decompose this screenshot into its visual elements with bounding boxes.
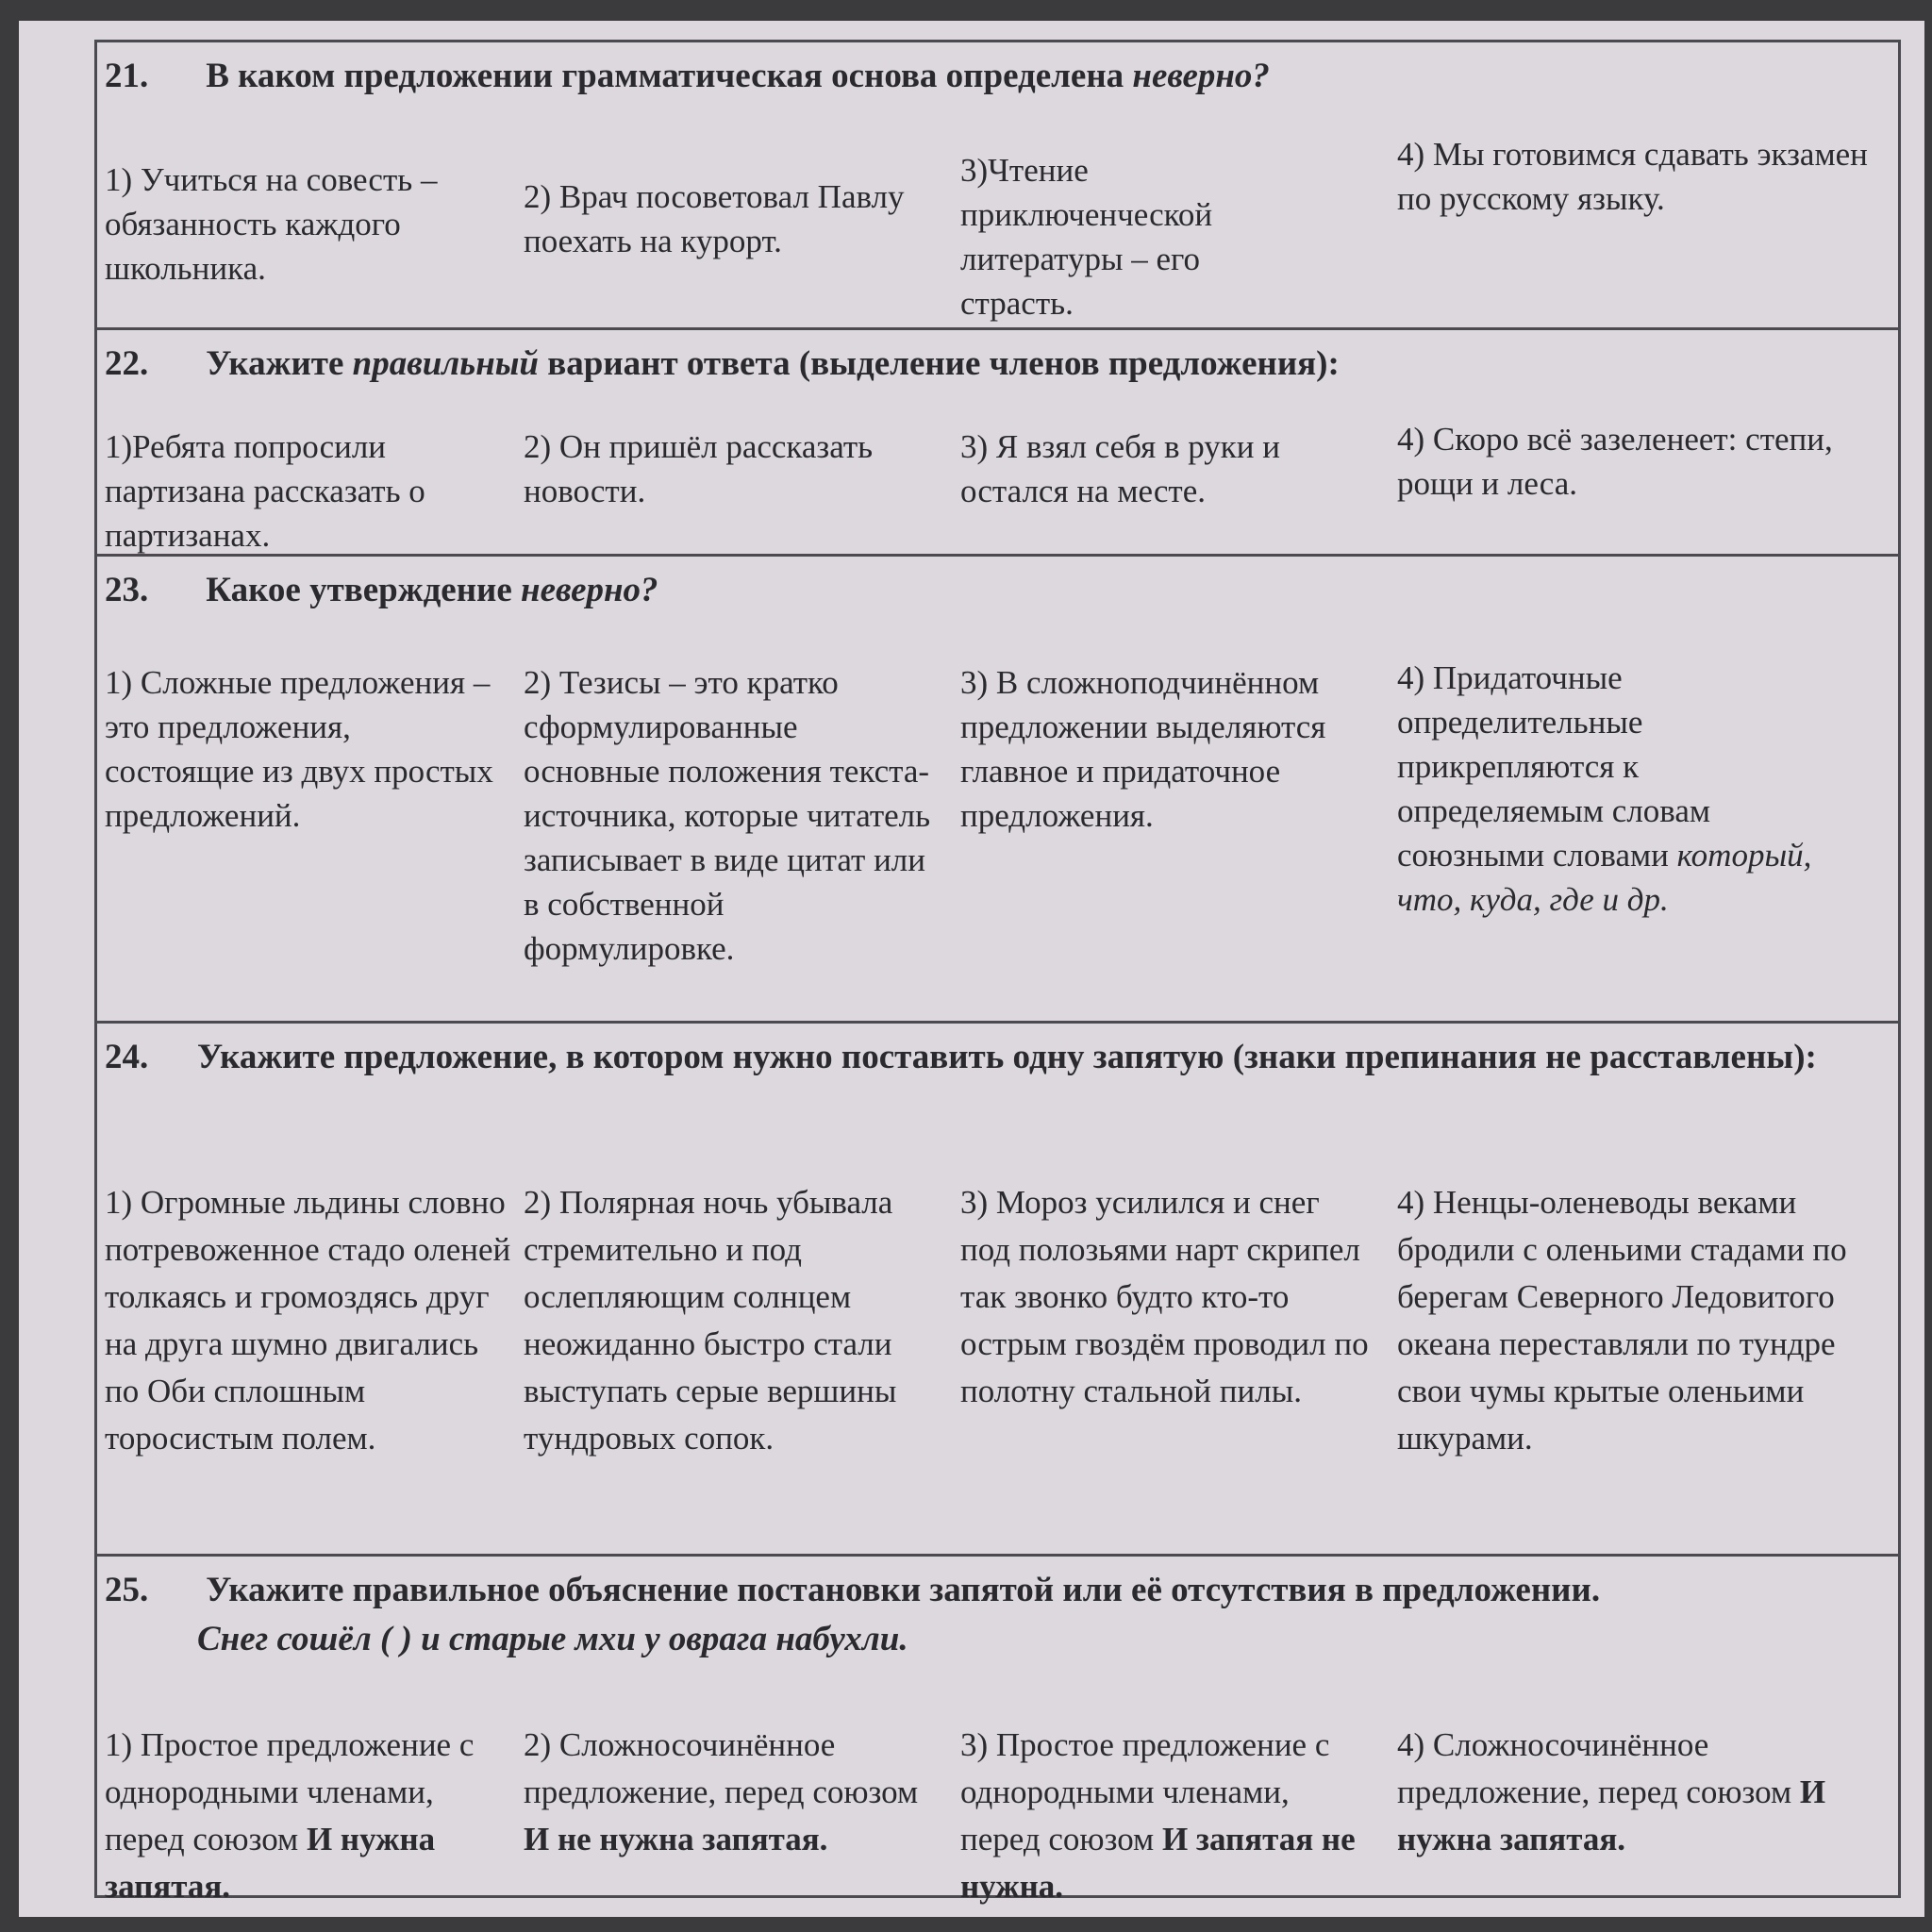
question-text: В каком предложении грамматическая основа определена [206,57,1124,95]
option-2: 2) Полярная ночь убывала стремительно и под ослепляющим солнцем неожиданно быстро стали выступать серые вершины тундровых сопок. [524,1184,897,1457]
questions-table [94,40,1901,1905]
option-1: 1) Сложные предложения – это предложения, состоящие из двух простых предложений. [105,664,493,834]
option-4-text: 4) Сложносочинённое предложение, перед союзом [1397,1726,1792,1810]
question-header [105,52,1879,101]
question-22 [97,330,1898,557]
question-text: Укажите правильное объяснение постановки запятой или её отсутствия в предложении. [206,1571,1601,1609]
option-4 [1397,656,1850,922]
option-3: 3) Я взял себя в руки и остался на месте. [960,428,1280,509]
question-emphasis: неверно? [1132,57,1270,95]
question-header [105,1033,1879,1082]
question-header [105,1566,1879,1664]
option-4-text: 4) Придаточные определительные прикрепляются к определяемым словам союзными словами [1397,659,1711,874]
option-4: 4) Ненцы-оленеводы веками бродили с оленьими стадами по берегам Северного Ледовитого океана переставляли по тундре свои чумы крытые оленьими шкурами. [1397,1184,1847,1457]
question-text: Какое утверждение [206,571,512,609]
question-header [105,340,1879,389]
question-number: 21. [105,57,149,95]
option-3: 3)Чтение приключенческой литературы – его страсть. [960,152,1213,322]
question-25 [97,1557,1898,1905]
question-21 [97,42,1898,330]
option-4-examples: который, что, куда, где и др. [1397,837,1812,918]
question-23 [97,557,1898,1024]
option-2: 2) Он пришёл рассказать новости. [524,428,874,509]
question-text: Укажите [206,344,344,383]
question-number: 24. [105,1038,149,1076]
question-emphasis: неверно? [521,571,658,609]
option-3: 3) Мороз усилился и снег под полозьями нарт скрипел так звонко будто кто-то острым гвоздём проводил по полотну стальной пилы. [960,1184,1369,1409]
question-header [105,566,1879,615]
option-1: 1) Учиться на совесть – обязанность каждого школьника. [105,161,438,287]
option-4: 4) Мы готовимся сдавать экзамен по русскому языку. [1397,136,1868,217]
option-3 [960,1722,1375,1910]
question-text: Укажите предложение, в котором нужно поставить одну запятую (знаки препинания не расставлены): [197,1038,1817,1076]
option-4 [1397,1722,1850,1863]
option-1-tail: И нужна запятая. [105,1821,436,1905]
option-1: 1)Ребята попросили партизана рассказать о партизанах. [105,428,425,554]
option-3-tail: И запятая не нужна. [960,1821,1356,1905]
option-2-text: 2) Сложносочинённое предложение, перед союзом [524,1726,919,1810]
question-number: 22. [105,344,149,383]
question-emphasis: правильный [352,344,540,383]
option-1: 1) Огромные льдины словно потревоженное стадо оленей толкаясь и громоздясь друг на друга шумно двигались по Оби сплошным торосистым полем. [105,1184,511,1457]
option-2: 2) Тезисы – это кратко сформулированные основные положения текста-источника, которые читатель записывает в виде цитат или в собственной формулировке. [524,664,931,967]
option-3: 3) В сложноподчинённом предложении выделяются главное и придаточное предложения. [960,664,1326,834]
question-24 [97,1024,1898,1557]
option-1 [105,1722,520,1910]
question-text-tail: вариант ответа (выделение членов предложения): [547,344,1340,383]
option-4-tail: И нужна запятая. [1397,1774,1826,1857]
question-sentence: Снег сошёл ( ) и старые мхи у оврага набухли. [197,1620,908,1658]
question-number: 25. [105,1571,149,1609]
option-3-text: 3) Простое предложение с однородными членами, перед союзом [960,1726,1330,1857]
option-2 [524,1722,939,1863]
question-number: 23. [105,571,149,609]
option-2-tail: И не нужна запятая. [524,1821,828,1857]
option-4: 4) Скоро всё зазеленеет: степи, рощи и леса. [1397,421,1833,502]
option-1-text: 1) Простое предложение с однородными членами, перед союзом [105,1726,475,1857]
option-2: 2) Врач посоветовал Павлу поехать на курорт. [524,178,905,259]
worksheet-page [19,21,1924,1917]
